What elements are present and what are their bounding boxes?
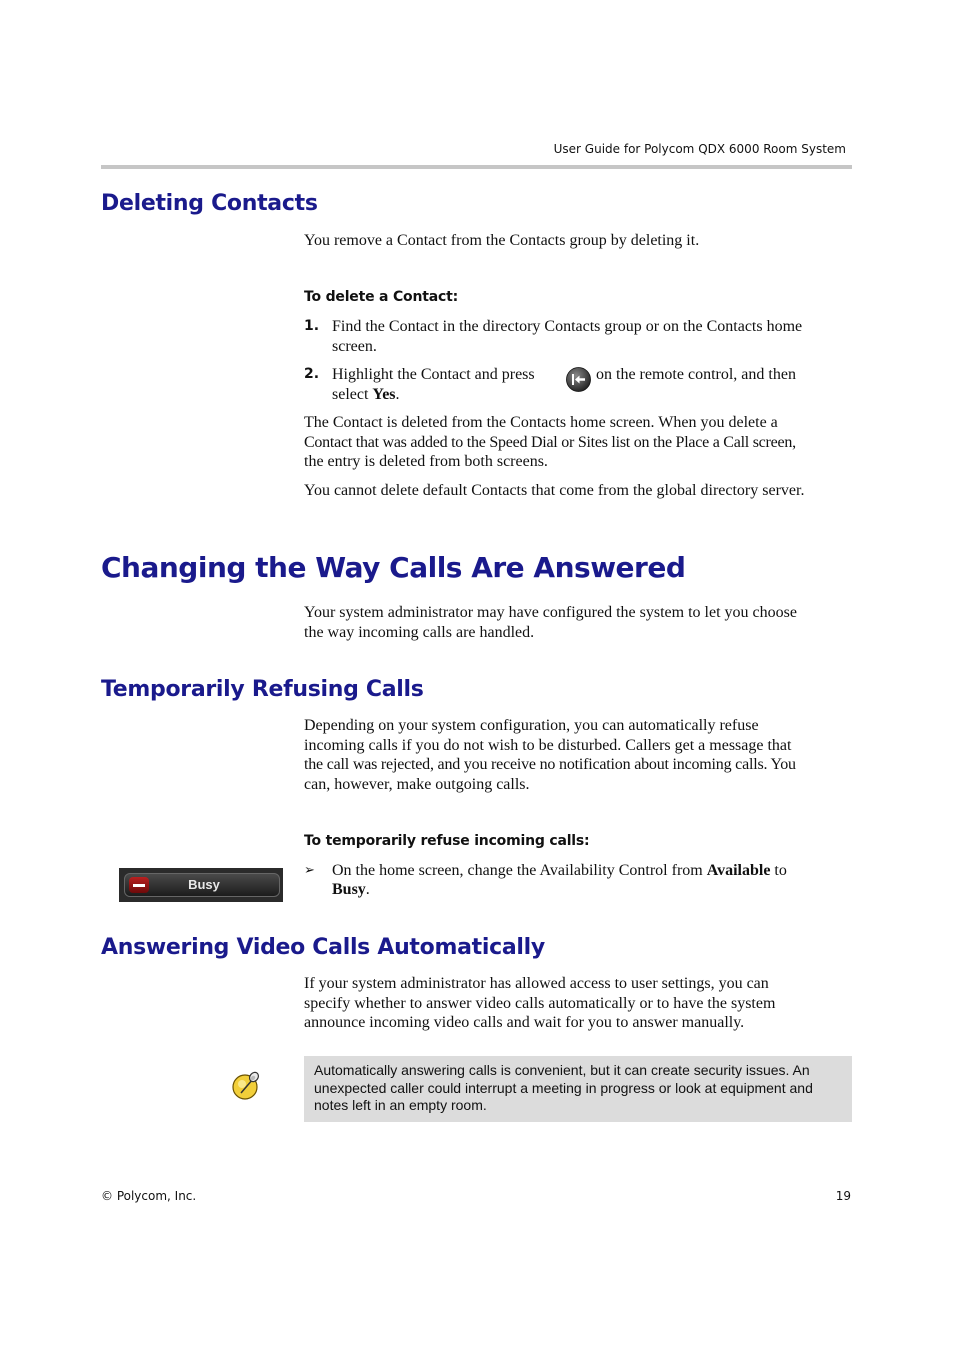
bullet-arrow-icon: ➢ (304, 863, 315, 878)
step-2-line-2: select Yes. (332, 386, 400, 403)
procedure-title-delete: To delete a Contact: (304, 289, 458, 305)
note-pin-icon (231, 1069, 263, 1101)
paragraph-line: If your system administrator has allowed access to user settings, you can (304, 975, 769, 992)
note-line: notes left in an empty room. (314, 1097, 487, 1113)
step-2-post-icon: on the remote control, and then (596, 366, 796, 383)
procedure-title-refuse: To temporarily refuse incoming calls: (304, 833, 590, 849)
paragraph-line: the entry is deleted from both screens. (304, 453, 548, 470)
paragraph-line: Depending on your system configuration, you can automatically refuse (304, 717, 759, 734)
page-number: 19 (835, 1189, 851, 1203)
footer-copyright: © Polycom, Inc. (101, 1189, 197, 1203)
paragraph-line: the call was rejected, and you receive no notification about incoming calls. You (304, 756, 796, 773)
paragraph-line: specify whether to answer video calls automatically or to have the system (304, 994, 776, 1012)
busy-availability-control (119, 868, 283, 902)
note-box (304, 1056, 852, 1122)
refusing-paragraph (304, 716, 796, 794)
changing-intro (304, 603, 797, 642)
step-1-line-1: Find the Contact in the directory Contacts group or on the Contacts home (332, 318, 803, 335)
default-contacts-paragraph: You cannot delete default Contacts that come from the global directory server. (304, 482, 805, 499)
paragraph-line: can, however, make outgoing calls. (304, 775, 530, 793)
heading-answering-automatically: Answering Video Calls Automatically (101, 935, 545, 960)
paragraph-line: Your system administrator may have configured the system to let you choose (304, 604, 797, 621)
busy-toggle (124, 873, 280, 897)
paragraph-line: announce incoming video calls and wait for you to answer manually. (304, 1014, 745, 1031)
note-line: unexpected caller could interrupt a meeting in progress or look at equipment and (314, 1079, 813, 1096)
header-rule (101, 165, 852, 169)
paragraph-line: the way incoming calls are handled. (304, 623, 535, 641)
step-2-pre-icon: Highlight the Contact and press (332, 366, 535, 383)
step-1-line-2: screen. (332, 338, 377, 355)
heading-changing-calls: Changing the Way Calls Are Answered (101, 551, 686, 584)
heading-temporarily-refusing: Temporarily Refusing Calls (101, 677, 424, 702)
heading-deleting-contacts: Deleting Contacts (101, 191, 318, 216)
note-text (314, 1062, 839, 1115)
refuse-bullet-line-1: On the home screen, change the Availability Control from Available to (332, 862, 787, 879)
step-number: 2. (304, 366, 320, 382)
running-header: User Guide for Polycom QDX 6000 Room System (553, 142, 846, 156)
minus-icon (129, 877, 149, 893)
answering-paragraph (304, 974, 775, 1033)
deleting-intro: You remove a Contact from the Contacts group by deleting it. (304, 232, 700, 249)
paragraph-line: The Contact is deleted from the Contacts home screen. When you delete a (304, 414, 778, 431)
paragraph-line: Contact that was added to the Speed Dial or Sites list on the Place a Call screen, (304, 433, 796, 451)
step-number: 1. (304, 318, 320, 334)
paragraph-line: incoming calls if you do not wish to be disturbed. Callers get a message that (304, 736, 792, 754)
busy-label: Busy (188, 877, 220, 892)
delete-button-icon (566, 367, 591, 392)
note-line: Automatically answering calls is convenient, but it can create security issues. An (314, 1062, 810, 1078)
deleted-paragraph (304, 413, 796, 472)
refuse-bullet-line-2: Busy. (332, 881, 370, 898)
